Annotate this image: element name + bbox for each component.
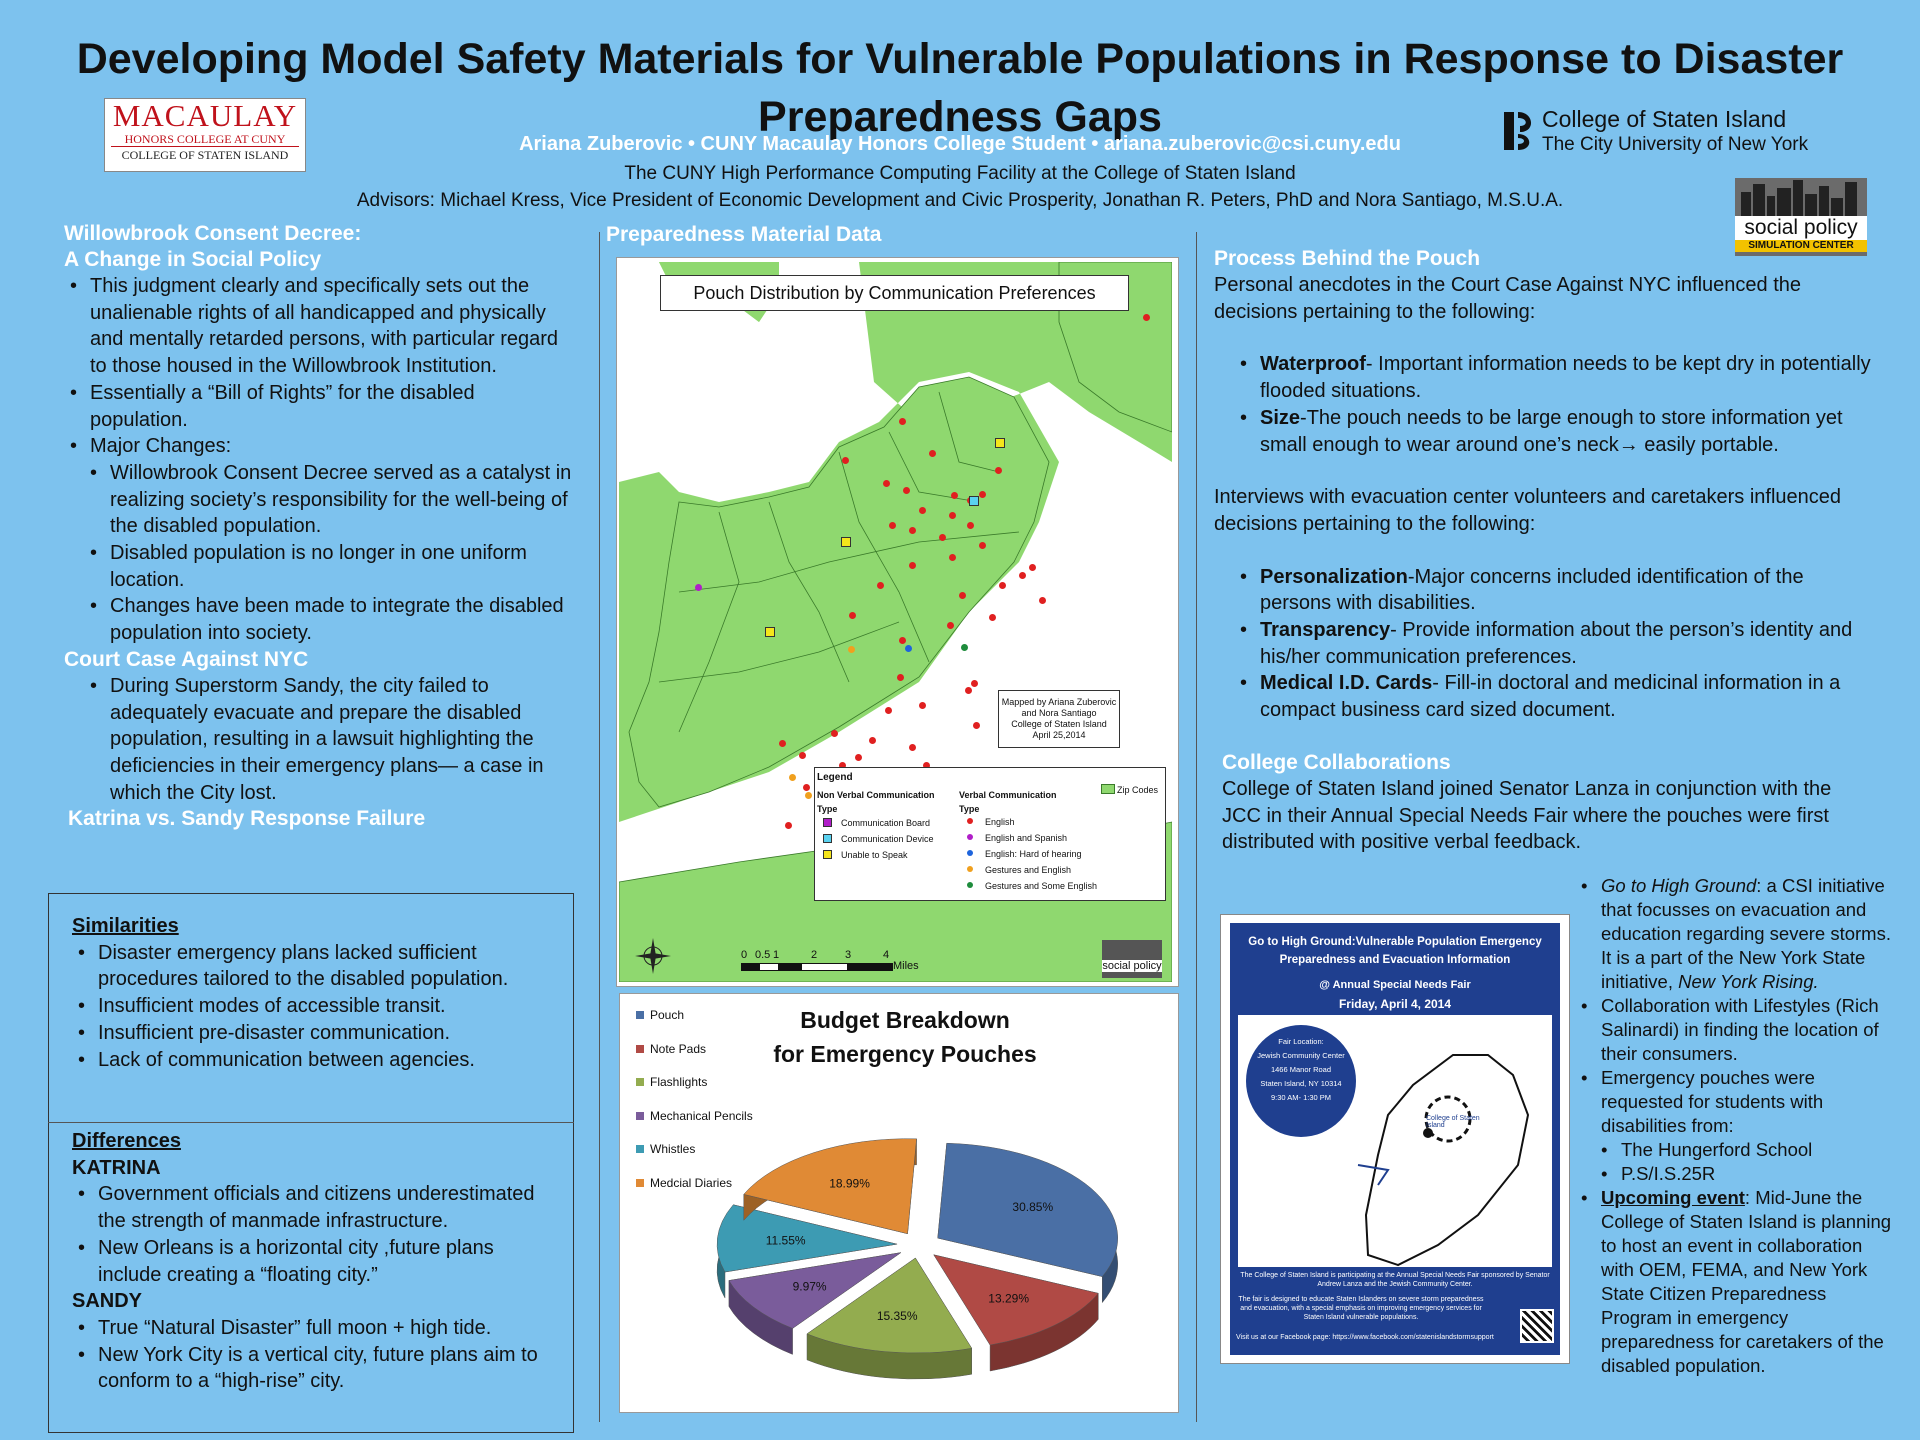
list-item: • During Superstorm Sandy, the city failed to adequately evacuate and prepare the disabled population, resulting in a lawsuit highlighting the deficiencies in their emergency plans— a case in which the City lost. xyxy=(64,673,574,807)
map-marker xyxy=(959,592,966,599)
scale-label: 2 xyxy=(811,949,818,961)
pie-data-label: 9.97% xyxy=(792,1279,827,1294)
map-marker xyxy=(949,512,956,519)
initiatives-list xyxy=(1575,874,1893,1138)
pie-legend-label: Pouch xyxy=(650,1008,685,1022)
facility-line: The CUNY High Performance Computing Facility at the College of Staten Island xyxy=(624,163,1296,184)
title-line-2: Preparedness Gaps xyxy=(758,93,1162,141)
pie-legend-swatch xyxy=(636,1011,644,1019)
map-marker xyxy=(969,496,979,506)
list-item xyxy=(1214,351,1879,404)
katrina-label: KATRINA xyxy=(72,1156,161,1179)
pie-legend-item xyxy=(636,1075,707,1089)
zip-codes-swatch xyxy=(1101,784,1115,794)
map-marker xyxy=(999,582,1006,589)
differences-title: Differences xyxy=(72,1130,181,1152)
item-text: : a CSI initiative that focusses on evacuation and education regarding severe storms. It is a part of the New York State initiative, xyxy=(1601,875,1891,992)
list-item: • The Hungerford School xyxy=(1575,1138,1893,1162)
pie-legend-label: Whistles xyxy=(650,1142,696,1156)
qr-code-icon xyxy=(1520,1309,1554,1343)
legend-swatch xyxy=(967,818,973,824)
map-title: Pouch Distribution by Communication Preferences xyxy=(660,275,1129,311)
flyer-location-line: 9:30 AM- 1:30 PM xyxy=(1270,1093,1332,1102)
sandy-list xyxy=(72,1315,562,1395)
map-credit-line: Mapped by Ariana Zuberovic xyxy=(1001,697,1117,707)
pie-legend-label: Mechanical Pencils xyxy=(650,1108,753,1123)
list-item: • Emergency pouches were requested for students with disabilities from: xyxy=(1575,1066,1893,1138)
column-divider-right xyxy=(1196,232,1197,1422)
map-marker xyxy=(889,522,896,529)
legend-nonverbal-title: Non Verbal Communication xyxy=(817,790,935,800)
map-marker xyxy=(695,584,702,591)
flyer-title: Go to High Ground:Vulnerable Population Emergency Preparedness and Evacuation Information xyxy=(1248,936,1542,966)
flyer-map-area xyxy=(1238,1015,1552,1267)
item-text: : Mid-June the College of Staten Island is planning to host an event in collaboration with OEM, FEMA, and New York State Citizen Preparedness Program in emergency preparedness for caretakers of the disabled population. xyxy=(1601,1187,1892,1376)
legend-label: English xyxy=(985,817,1015,827)
katrina-sandy-heading: Katrina vs. Sandy Response Failure xyxy=(68,807,426,831)
legend-label: Communication Board xyxy=(841,818,931,828)
collaborations-text: College of Staten Island joined Senator Lanza in conjunction with the JCC in their Annual Special Needs Fair where the pouches were first distributed with positive verbal feedback. xyxy=(1222,778,1832,854)
item-italic: Go to High Ground xyxy=(1601,875,1757,896)
flyer-event: @ Annual Special Needs Fair xyxy=(1319,979,1471,991)
map-credit-line: College of Staten Island xyxy=(1011,719,1107,729)
list-item: • Changes have been made to integrate the disabled population into society. xyxy=(64,593,574,646)
sandy-label: SANDY xyxy=(72,1290,143,1313)
willowbrook-list xyxy=(64,273,574,460)
flyer-location-line: 1466 Manor Road xyxy=(1270,1065,1332,1074)
advisors-line: Advisors: Michael Kress, Vice President of Economic Development and Civic Prosperity, Jonathan R. Peters, PhD and Nora Santiago, M.S.U.A. xyxy=(356,190,1564,211)
legend-swatch xyxy=(967,882,973,888)
scale-label: 0.5 xyxy=(755,949,771,961)
pie-legend-swatch xyxy=(636,1078,644,1086)
flyer-date: Friday, April 4, 2014 xyxy=(1338,997,1452,1011)
court-case-heading: Court Case Against NYC xyxy=(64,647,309,671)
legend-swatch xyxy=(823,834,832,843)
list-item: • Disabled population is no longer in one uniform location. xyxy=(64,540,574,593)
flyer-map-label: College of Staten Island xyxy=(1426,1115,1480,1129)
map-marker xyxy=(841,537,851,547)
spacer xyxy=(1214,538,1879,564)
list-item: • Insufficient pre-disaster communication. xyxy=(72,1020,562,1047)
map-marker xyxy=(899,637,906,644)
pie-legend-swatch xyxy=(636,1112,644,1120)
major-changes-list xyxy=(64,460,574,647)
map-marker xyxy=(805,792,812,799)
similarities-section xyxy=(72,913,562,1073)
list-item xyxy=(1575,1186,1893,1378)
csi-logo-sub: The City University of New York xyxy=(1542,134,1809,155)
pie-legend-label: Medcial Diaries xyxy=(650,1175,733,1190)
list-item xyxy=(1575,874,1893,994)
map-marker xyxy=(897,674,904,681)
item-text: -Major concerns included identification of the persons with disabilities. xyxy=(1260,565,1804,615)
map-marker xyxy=(979,542,986,549)
list-item: • Disaster emergency plans lacked sufficient procedures tailored to the disabled population. xyxy=(72,940,562,993)
map-marker xyxy=(949,554,956,561)
map-marker xyxy=(885,707,892,714)
scale-unit: Miles xyxy=(893,960,919,972)
legend-label: Gestures and Some English xyxy=(985,881,1098,891)
item-bold: Transparency xyxy=(1260,619,1391,642)
legend-zip-label: Zip Codes xyxy=(1117,785,1159,795)
flyer-footer-line: The fair is designed to educate Staten Islanders on severe storm preparedness and evacuation, with a special emphasis on improving emergency services for Staten Island vulnerable populations. xyxy=(1238,1296,1484,1321)
initiatives-section xyxy=(1575,874,1893,1378)
legend-swatch xyxy=(967,866,973,872)
map-marker xyxy=(903,487,910,494)
flyer-location-line: Staten Island, NY 10314 xyxy=(1260,1079,1342,1088)
map-marker xyxy=(799,752,806,759)
legend-label: Communication Device xyxy=(841,834,934,844)
map-marker xyxy=(1029,564,1036,571)
map-marker xyxy=(831,730,838,737)
collaborations-heading: College Collaborations xyxy=(1222,751,1451,774)
item-text: - Provide information about the person’s identity and his/her communication preferences. xyxy=(1260,619,1853,668)
legend-type-label: Type xyxy=(959,804,980,814)
item-bold: Waterproof xyxy=(1260,353,1366,376)
process-list-2 xyxy=(1214,564,1879,724)
legend-swatch xyxy=(967,834,973,840)
process-intro-1: Personal anecdotes in the Court Case Against NYC influenced the decisions pertaining to the following: xyxy=(1214,274,1802,323)
map-marker xyxy=(849,612,856,619)
map-marker xyxy=(919,702,926,709)
pie-legend-item xyxy=(636,1008,684,1022)
map-marker xyxy=(995,438,1005,448)
legend-label: Unable to Speak xyxy=(841,850,908,860)
map-legend xyxy=(814,767,1166,901)
scale-bar xyxy=(741,963,893,971)
spsc-logo-sub: SIMULATION CENTER xyxy=(1735,240,1867,252)
flyer-footer-line: The College of Staten Island is participating at the Annual Special Needs Fair sponsored by Senator Andrew Lanza and the Jewish Community Center. xyxy=(1240,1272,1550,1288)
map-marker xyxy=(869,737,876,744)
list-item xyxy=(1214,670,1879,723)
legend-type-label: Type xyxy=(817,804,838,814)
map-marker xyxy=(909,562,916,569)
preparedness-data-heading: Preparedness Material Data xyxy=(606,223,882,246)
legend-swatch xyxy=(823,818,832,827)
map-marker xyxy=(967,522,974,529)
map-marker xyxy=(855,754,862,761)
map-marker xyxy=(961,644,968,651)
map-marker xyxy=(899,418,906,425)
map-marker xyxy=(965,687,972,694)
map-marker xyxy=(929,450,936,457)
map-marker xyxy=(883,480,890,487)
list-item: • P.S/I.S.25R xyxy=(1575,1162,1893,1186)
collaborations-section xyxy=(1222,750,1832,856)
map-marker xyxy=(939,534,946,541)
item-bold: Personalization xyxy=(1260,565,1408,588)
list-item: • Collaboration with Lifestyles (Rich Salinardi) in finding the location of their consumers. xyxy=(1575,994,1893,1066)
list-item: • Willowbrook Consent Decree served as a catalyst in realizing society’s responsibility for the well-being of the disabled population. xyxy=(64,460,574,540)
item-bold: Medical I.D. Cards xyxy=(1260,672,1433,695)
pie-data-label: 30.85% xyxy=(1012,1200,1054,1215)
differences-section xyxy=(72,1128,562,1395)
list-item xyxy=(1214,564,1879,617)
map-marker xyxy=(951,492,958,499)
map-marker xyxy=(1019,572,1026,579)
left-column xyxy=(64,221,574,832)
macaulay-logo-line3: COLLEGE OF STATEN ISLAND xyxy=(121,148,289,162)
map-marker xyxy=(789,774,796,781)
legend-label: Gestures and English xyxy=(985,865,1072,875)
comparison-divider xyxy=(48,1122,574,1123)
social-policy-heading: A Change in Social Policy xyxy=(64,248,322,271)
map-marker xyxy=(842,457,849,464)
map-marker xyxy=(1039,597,1046,604)
pie-legend-item xyxy=(636,1042,706,1056)
list-item xyxy=(1214,617,1879,670)
list-item: • New Orleans is a horizontal city ,future plans include creating a “floating city.” xyxy=(72,1235,562,1288)
legend-title: Legend xyxy=(817,772,853,783)
spsc-logo-name: social policy xyxy=(1735,216,1867,240)
column-divider-left xyxy=(599,232,600,1422)
map-marker xyxy=(909,527,916,534)
list-item: • This judgment clearly and specifically sets out the unalienable rights of all handicapped and physically and mentally retarded persons, with particular regard to those housed in the Willowbrook Institution. xyxy=(64,273,574,380)
process-intro-2: Interviews with evacuation center volunteers and caretakers influenced decisions pertaining to the following: xyxy=(1214,486,1842,535)
map-marker xyxy=(947,622,954,629)
macaulay-logo-line2: HONORS COLLEGE AT CUNY xyxy=(111,133,299,147)
csi-logo xyxy=(1498,104,1878,162)
katrina-list xyxy=(72,1181,562,1288)
map-marker xyxy=(989,614,996,621)
map-logo-text: social policy xyxy=(1102,960,1162,972)
item-bold: Size xyxy=(1260,406,1301,429)
pie-legend-label: Flashlights xyxy=(650,1075,708,1089)
flyer-inner xyxy=(1230,923,1560,1355)
schools-list xyxy=(1575,1138,1893,1186)
list-item: • True “Natural Disaster” full moon + high tide. xyxy=(72,1315,562,1342)
flyer-location-line: Fair Location: xyxy=(1278,1037,1324,1046)
chart-title-line: Budget Breakdown xyxy=(800,1007,1010,1033)
list-item xyxy=(1214,405,1879,458)
similarities-title: Similarities xyxy=(72,915,179,937)
map-marker xyxy=(995,467,1002,474)
map-marker xyxy=(971,680,978,687)
budget-chart-title xyxy=(740,1003,1070,1071)
pie-data-label: 15.35% xyxy=(876,1309,918,1324)
item-italic: New York Rising. xyxy=(1678,971,1819,992)
list-item: • Major Changes: xyxy=(64,433,574,460)
authors-line: Ariana Zuberovic • CUNY Macaulay Honors College Student • ariana.zuberovic@csi.cuny.edu xyxy=(519,133,1401,155)
pie-data-label: 18.99% xyxy=(829,1176,870,1191)
title-line-1: Developing Model Safety Materials for Vulnerable Populations in Response to Disaster xyxy=(76,35,1844,83)
pie-legend-swatch xyxy=(636,1045,644,1053)
process-list-1 xyxy=(1214,351,1879,458)
pie-legend-item xyxy=(636,1109,753,1123)
scale-labels xyxy=(741,949,911,963)
pie-data-label: 11.55% xyxy=(765,1233,806,1248)
list-item: • Essentially a “Bill of Rights” for the disabled population. xyxy=(64,380,574,433)
map-marker xyxy=(803,784,810,791)
map-marker xyxy=(785,822,792,829)
item-text: -The pouch needs to be large enough to store information yet small enough to wear around one’s neck→ easily portable. xyxy=(1260,406,1843,456)
legend-verbal-title: Verbal Communication xyxy=(959,790,1057,800)
map-marker xyxy=(973,722,980,729)
upcoming-list xyxy=(1575,1186,1893,1378)
staten-island-outline-icon xyxy=(1238,1015,1552,1267)
flyer-location-line: Jewish Community Center xyxy=(1257,1051,1345,1060)
skyline-icon xyxy=(1735,178,1867,218)
map-social-policy-logo xyxy=(1102,940,1162,978)
scale-label: 4 xyxy=(883,949,890,961)
list-item: • New York City is a vertical city, future plans aim to conform to a “high-rise” city. xyxy=(72,1342,562,1395)
list-item: • Insufficient modes of accessible transit. xyxy=(72,993,562,1020)
similarities-list xyxy=(72,940,562,1074)
budget-pie-chart xyxy=(619,1130,1177,1410)
court-case-list xyxy=(64,673,574,807)
scale-label: 0 xyxy=(741,949,748,961)
process-heading: Process Behind the Pouch xyxy=(1214,247,1481,270)
spacer xyxy=(1214,458,1879,484)
spacer xyxy=(1214,325,1879,351)
macaulay-logo-name: MACAULAY xyxy=(112,98,298,133)
map-marker xyxy=(848,646,855,653)
csi-logo-name: College of Staten Island xyxy=(1542,106,1787,132)
flyer-footer-line: Visit us at our Facebook page: https://www.facebook.com/statenislandstormsupport xyxy=(1236,1334,1494,1341)
legend-label: English and Spanish xyxy=(985,833,1068,843)
item-text: - Important information needs to be kept dry in potentially flooded situations. xyxy=(1260,353,1871,403)
map-credit-line: and Nora Santiago xyxy=(1021,708,1097,718)
csi-emblem-icon xyxy=(1498,108,1538,154)
willowbrook-heading: Willowbrook Consent Decree: xyxy=(64,222,362,245)
list-item: • Lack of communication between agencies. xyxy=(72,1047,562,1074)
map-marker xyxy=(909,744,916,751)
map-marker xyxy=(905,645,912,652)
pie-data-label: 13.29% xyxy=(988,1291,1030,1306)
legend-label: English: Hard of hearing xyxy=(985,849,1082,859)
macaulay-logo xyxy=(104,98,306,172)
legend-swatch xyxy=(823,850,832,859)
map-credit xyxy=(998,690,1120,748)
flyer xyxy=(1220,914,1570,1364)
item-underlined: Upcoming event xyxy=(1601,1187,1745,1208)
list-item: • Government officials and citizens underestimated the strength of manmade infrastructure. xyxy=(72,1181,562,1234)
map-marker xyxy=(979,491,986,498)
map-marker xyxy=(779,740,786,747)
map-marker xyxy=(877,582,884,589)
compass-icon xyxy=(633,936,673,976)
scale-label: 3 xyxy=(845,949,852,961)
map-marker xyxy=(1143,314,1150,321)
spsc-logo xyxy=(1735,178,1867,256)
process-section xyxy=(1214,246,1879,724)
chart-title-line: for Emergency Pouches xyxy=(773,1041,1037,1067)
legend-swatch xyxy=(967,850,973,856)
map-marker xyxy=(765,627,775,637)
pie-legend-label: Note Pads xyxy=(650,1041,707,1056)
map-credit-line: April 25,2014 xyxy=(1032,730,1086,740)
scale-label: 1 xyxy=(773,949,780,961)
map-marker xyxy=(919,507,926,514)
item-text: - Fill-in doctoral and medicinal information in a compact business card sized document. xyxy=(1260,672,1841,722)
